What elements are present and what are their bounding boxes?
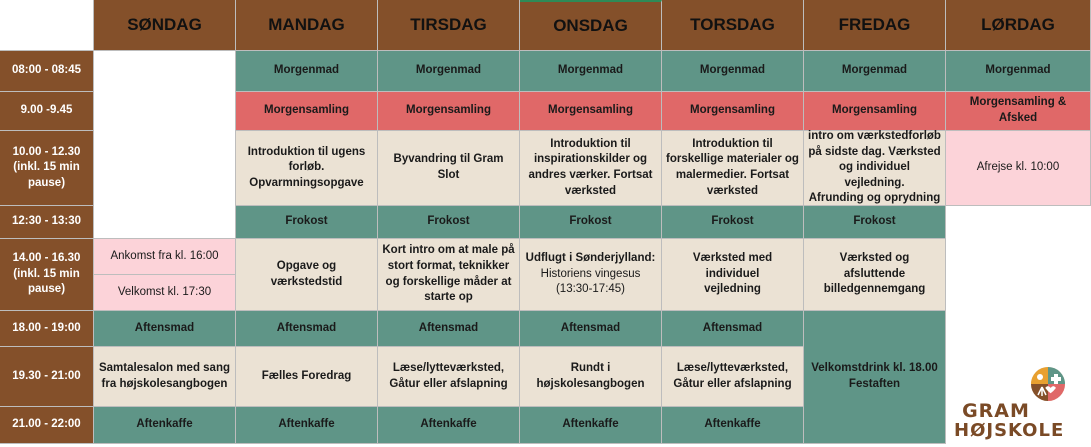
time-slot-4: 12:30 - 13:30 — [0, 206, 94, 239]
wednesday-lunch: Frokost — [520, 206, 662, 239]
tuesday-dinner: Aftensmad — [378, 311, 520, 347]
wednesday-breakfast: Morgenmad — [520, 51, 662, 92]
time-slot-3: 10.00 - 12.30 (inkl. 15 min pause) — [0, 131, 94, 206]
wednesday-excursion-title: Udflugt i Sønderjylland: — [525, 252, 656, 265]
wednesday-evening: Rundt i højskolesangbogen — [520, 347, 662, 407]
thursday-morning-activity: Introduktion til forskellige materialer og malermedier. Fortsat værksted — [662, 131, 804, 206]
logo-text-line2: HØJSKOLE — [954, 420, 1065, 441]
sunday-evening: Samtalesalon med sang fra højskolesangbogen — [94, 347, 236, 407]
tuesday-morning-assembly: Morgensamling — [378, 92, 520, 131]
thursday-afternoon-activity: Værksted med individuel vejledning — [662, 239, 804, 311]
time-slot-7: 19.30 - 21:00 — [0, 347, 94, 407]
friday-morning-assembly: Morgensamling — [804, 92, 946, 131]
day-header-friday: FREDAG — [804, 0, 946, 51]
saturday-breakfast: Morgenmad — [946, 51, 1091, 92]
wednesday-dinner: Aftensmad — [520, 311, 662, 347]
monday-breakfast: Morgenmad — [236, 51, 378, 92]
thursday-evening: Læse/lytteværksted, Gåtur eller afslapning — [662, 347, 804, 407]
day-header-tuesday: TIRSDAG — [378, 0, 520, 51]
thursday-dinner: Aftensmad — [662, 311, 804, 347]
wednesday-afternoon-activity — [520, 239, 662, 311]
tuesday-evening: Læse/lytteværksted, Gåtur eller afslapning — [378, 347, 520, 407]
thursday-morning-assembly: Morgensamling — [662, 92, 804, 131]
tuesday-evening-coffee: Aftenkaffe — [378, 407, 520, 444]
corner-cell — [0, 0, 94, 51]
friday-afternoon-activity: Værksted og afsluttende billedgennemgang — [804, 239, 946, 311]
monday-afternoon-activity: Opgave og værkstedstid — [236, 239, 378, 311]
sunday-evening-coffee: Aftenkaffe — [94, 407, 236, 444]
day-header-thursday: TORSDAG — [662, 0, 804, 51]
friday-lunch: Frokost — [804, 206, 946, 239]
wednesday-morning-activity: Introduktion til inspirationskilder og andres værker. Fortsat værksted — [520, 131, 662, 206]
day-header-monday: MANDAG — [236, 0, 378, 51]
day-header-sunday: SØNDAG — [94, 0, 236, 51]
monday-dinner: Aftensmad — [236, 311, 378, 347]
monday-evening: Fælles Foredrag — [236, 347, 378, 407]
wednesday-morning-assembly: Morgensamling — [520, 92, 662, 131]
thursday-lunch: Frokost — [662, 206, 804, 239]
sunday-arrival: Ankomst fra kl. 16:00 — [94, 239, 236, 275]
tuesday-morning-activity: Byvandring til Gram Slot — [378, 131, 520, 206]
saturday-morning-assembly-farewell: Morgensamling & Afsked — [946, 92, 1091, 131]
thursday-breakfast: Morgenmad — [662, 51, 804, 92]
sunday-welcome: Velkomst kl. 17:30 — [94, 275, 236, 311]
logo-text-line1: GRAM — [962, 400, 1030, 422]
friday-morning-activity: intro om værkstedforløb på sidste dag. Værksted og individuel vejledning. Afrunding og oprydning — [804, 131, 946, 206]
day-header-saturday: LØRDAG — [946, 0, 1091, 51]
time-slot-6: 18.00 - 19:00 — [0, 311, 94, 347]
time-slot-5: 14.00 - 16.30 (inkl. 15 min pause) — [0, 239, 94, 311]
sunday-dinner: Aftensmad — [94, 311, 236, 347]
thursday-evening-coffee: Aftenkaffe — [662, 407, 804, 444]
friday-evening-party: Velkomstdrink kl. 18.00 Festaften — [804, 311, 946, 444]
saturday-departure: Afrejse kl. 10:00 — [946, 131, 1091, 206]
tuesday-afternoon-activity: Kort intro om at male på stort format, teknikker og forskellige måder at starte op — [378, 239, 520, 311]
sunday-empty — [94, 51, 236, 239]
time-slot-8: 21.00 - 22:00 — [0, 407, 94, 444]
friday-breakfast: Morgenmad — [804, 51, 946, 92]
monday-morning-activity: Introduktion til ugens forløb. Opvarmningsopgave — [236, 131, 378, 206]
day-header-wednesday: ONSDAG — [520, 0, 662, 51]
gram-hojskole-logo — [950, 362, 1090, 442]
wednesday-excursion-subtitle: Historiens vingesus (13:30-17:45) — [540, 267, 641, 296]
time-slot-2: 9.00 -9.45 — [0, 92, 94, 131]
wednesday-evening-coffee: Aftenkaffe — [520, 407, 662, 444]
tuesday-breakfast: Morgenmad — [378, 51, 520, 92]
monday-lunch: Frokost — [236, 206, 378, 239]
time-slot-1: 08:00 - 08:45 — [0, 51, 94, 92]
monday-evening-coffee: Aftenkaffe — [236, 407, 378, 444]
monday-morning-assembly: Morgensamling — [236, 92, 378, 131]
tuesday-lunch: Frokost — [378, 206, 520, 239]
